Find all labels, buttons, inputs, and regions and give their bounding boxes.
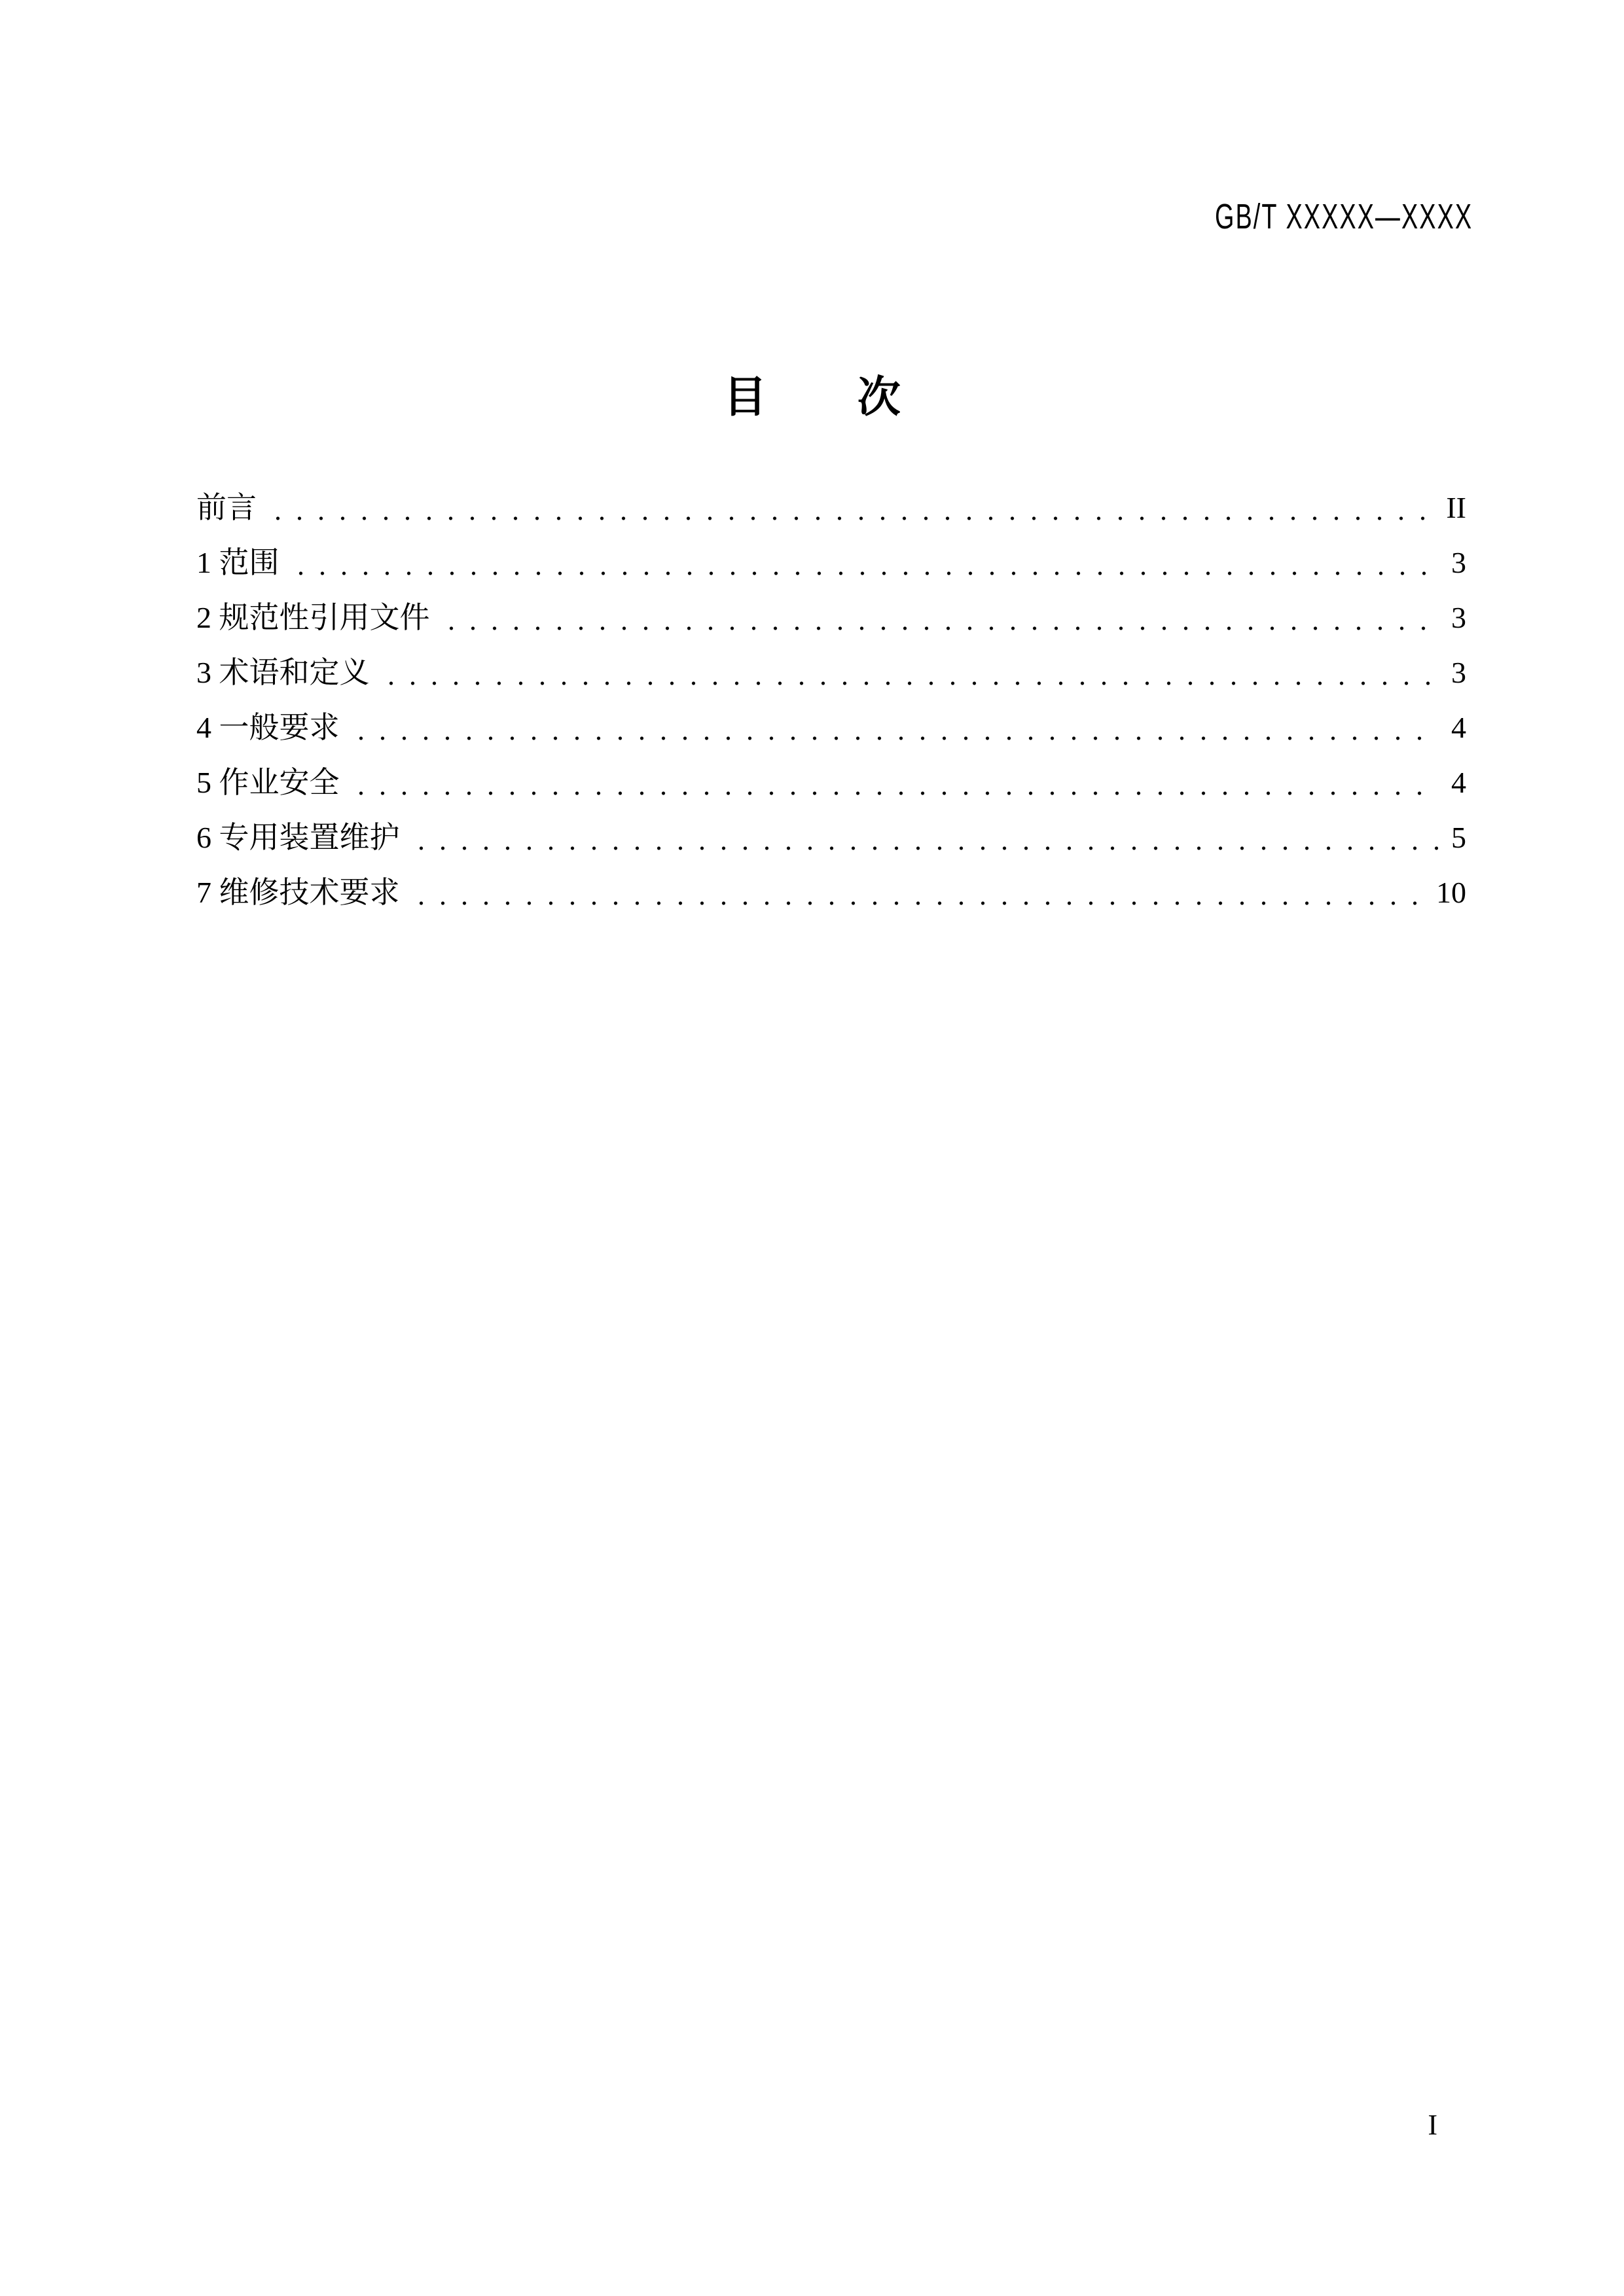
toc-entry-label: 7 维修技术要求 [196,876,400,909]
toc-entry-label: 5 作业安全 [196,766,340,799]
toc-row [196,810,1466,865]
dot-leader [350,755,1439,810]
toc-list [196,480,1466,920]
toc-row [196,865,1466,920]
toc-row [196,480,1466,535]
dot-leader [350,700,1439,755]
dot-leader [290,535,1439,590]
toc-entry-page: II [1446,491,1466,524]
page-number: I [1428,2109,1437,2141]
toc-entry-label: 2 规范性引用文件 [196,601,430,634]
toc-row [196,645,1466,700]
dot-leader [380,645,1439,700]
toc-entry-page: 4 [1451,766,1466,799]
toc-entry-label: 前言 [196,491,257,524]
toc-entry-page: 5 [1451,821,1466,854]
toc-entry-page: 3 [1451,601,1466,634]
toc-entry-page: 4 [1451,711,1466,744]
toc-row [196,755,1466,810]
dot-leader [441,590,1439,645]
toc-entry-label: 4 一般要求 [196,711,340,744]
toc-entry-label: 6 专用装置维护 [196,821,400,854]
toc-title: 目次 [723,372,992,423]
standard-number: GB/T XXXXX—XXXX [1214,197,1473,236]
toc-row [196,590,1466,645]
toc-row [196,535,1466,590]
toc-entry-label: 3 术语和定义 [196,656,370,689]
dot-leader [267,480,1433,535]
toc-entry-page: 3 [1451,656,1466,689]
dot-leader [410,810,1439,865]
toc-row [196,700,1466,755]
dot-leader [410,865,1424,920]
toc-entry-page: 10 [1436,876,1466,909]
toc-entry-page: 3 [1451,546,1466,579]
toc-entry-label: 1 范围 [196,546,280,579]
